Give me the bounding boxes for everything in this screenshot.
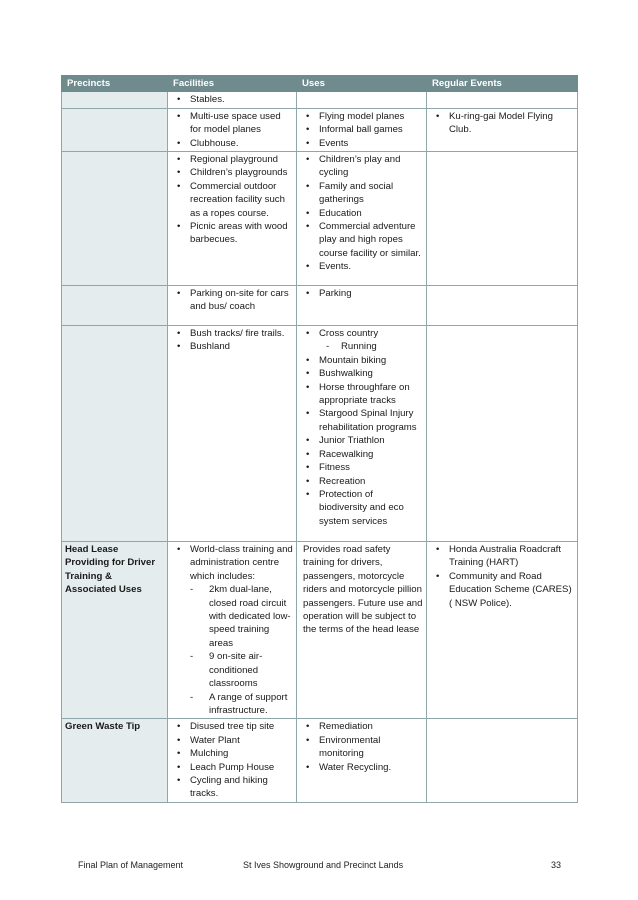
- list-item: • Community and Road Education Scheme (CARES) ( NSW Police).: [430, 570, 574, 610]
- list-item: • Education: [300, 207, 423, 220]
- header-precincts: Precincts: [62, 76, 168, 92]
- list-item: • Bush tracks/ fire trails.: [171, 327, 293, 340]
- list-item: • Ku-ring-gai Model Flying Club.: [430, 110, 574, 137]
- plan-table: [61, 75, 578, 803]
- list-item: • Fitness: [300, 461, 423, 474]
- sub-list-item: - A range of support infrastructure.: [171, 691, 293, 718]
- list-item: • Environmental monitoring: [300, 734, 423, 761]
- list-item: • Stables.: [171, 93, 293, 106]
- events-cell: [427, 108, 578, 151]
- list-item: • Bushwalking: [300, 367, 423, 380]
- list-item: • Water Plant: [171, 734, 293, 747]
- table-row: [62, 719, 578, 802]
- precinct-cell: [62, 152, 168, 286]
- facilities-cell: [168, 152, 297, 286]
- uses-cell: [297, 92, 427, 108]
- list-item: • Cross country: [300, 327, 423, 340]
- table-row: [62, 152, 578, 286]
- uses-cell: [297, 152, 427, 286]
- list-item: • Picnic areas with wood barbecues.: [171, 220, 293, 247]
- events-cell: [427, 152, 578, 286]
- list-item: • World-class training and administration centre which includes:: [171, 543, 293, 583]
- table-row: [62, 92, 578, 108]
- footer-left: Final Plan of Management: [78, 860, 184, 870]
- list-item: • Bushland: [171, 340, 293, 353]
- table-row: [62, 542, 578, 719]
- list-item: • Horse throughfare on appropriate tracks: [300, 381, 423, 408]
- header-regular-events: Regular Events: [427, 76, 578, 92]
- precinct-cell: [62, 108, 168, 151]
- list-item: • Informal ball games: [300, 123, 423, 136]
- list-item: • Honda Australia Roadcraft Training (HART): [430, 543, 574, 570]
- list-item: • Events.: [300, 260, 423, 273]
- precinct-cell: Head Lease Providing for Driver Training & Associated Uses: [62, 542, 168, 719]
- list-item: • Events: [300, 137, 423, 150]
- list-item: • Disused tree tip site: [171, 720, 293, 733]
- list-item: • Mountain biking: [300, 354, 423, 367]
- facilities-cell: [168, 326, 297, 542]
- list-item: • Flying model planes: [300, 110, 423, 123]
- sub-list-item: - 2km dual-lane, closed road circuit with dedicated low-speed training areas: [171, 583, 293, 650]
- list-item: • Junior Triathlon: [300, 434, 423, 447]
- table-header-row: [62, 76, 578, 92]
- uses-cell: [297, 719, 427, 802]
- facilities-cell: [168, 719, 297, 802]
- header-uses: Uses: [297, 76, 427, 92]
- facilities-cell: [168, 542, 297, 719]
- events-cell: [427, 92, 578, 108]
- list-item: • Parking on-site for cars and bus/ coach: [171, 287, 293, 314]
- list-item: • Children’s playgrounds: [171, 166, 293, 179]
- uses-cell: [297, 286, 427, 326]
- sub-list-item: - 9 on-site air-conditioned classrooms: [171, 650, 293, 690]
- events-cell: [427, 719, 578, 802]
- uses-paragraph: Provides road safety training for drivers, passengers, motorcycle riders and motorcycle pillion passengers. Future use and operation will be subject to the terms of the head lease: [303, 544, 423, 636]
- table-row: [62, 326, 578, 542]
- uses-cell: [297, 108, 427, 151]
- footer-center: St Ives Showground and Precinct Lands: [243, 860, 404, 870]
- list-item: • Regional playground: [171, 153, 293, 166]
- page-number: 33: [551, 860, 562, 870]
- precinct-cell: [62, 326, 168, 542]
- events-cell: [427, 542, 578, 719]
- list-item: • Recreation: [300, 475, 423, 488]
- list-item: • Protection of biodiversity and eco system services: [300, 488, 423, 528]
- header-facilities: Facilities: [168, 76, 297, 92]
- list-item: • Leach Pump House: [171, 761, 293, 774]
- facilities-cell: [168, 92, 297, 108]
- list-item: • Commercial outdoor recreation facility such as a ropes course.: [171, 180, 293, 220]
- list-item: • Multi-use space used for model planes: [171, 110, 293, 137]
- list-item: • Cycling and hiking tracks.: [171, 774, 293, 801]
- list-item: • Stargood Spinal Injury rehabilitation programs: [300, 407, 423, 434]
- precinct-cell: [62, 92, 168, 108]
- uses-cell: [297, 542, 427, 719]
- sub-list-item: - Running: [300, 340, 423, 353]
- list-item: • Remediation: [300, 720, 423, 733]
- facilities-cell: [168, 286, 297, 326]
- precinct-cell: Green Waste Tip: [62, 719, 168, 802]
- events-cell: [427, 286, 578, 326]
- list-item: • Racewalking: [300, 448, 423, 461]
- list-item: • Children’s play and cycling: [300, 153, 423, 180]
- list-item: • Clubhouse.: [171, 137, 293, 150]
- table-row: [62, 108, 578, 151]
- uses-cell: [297, 326, 427, 542]
- table-row: [62, 286, 578, 326]
- list-item: • Commercial adventure play and high ropes course facility or similar.: [300, 220, 423, 260]
- list-item: • Family and social gatherings: [300, 180, 423, 207]
- list-item: • Parking: [300, 287, 423, 300]
- facilities-cell: [168, 108, 297, 151]
- events-cell: [427, 326, 578, 542]
- list-item: • Mulching: [171, 747, 293, 760]
- list-item: • Water Recycling.: [300, 761, 423, 774]
- precinct-cell: [62, 286, 168, 326]
